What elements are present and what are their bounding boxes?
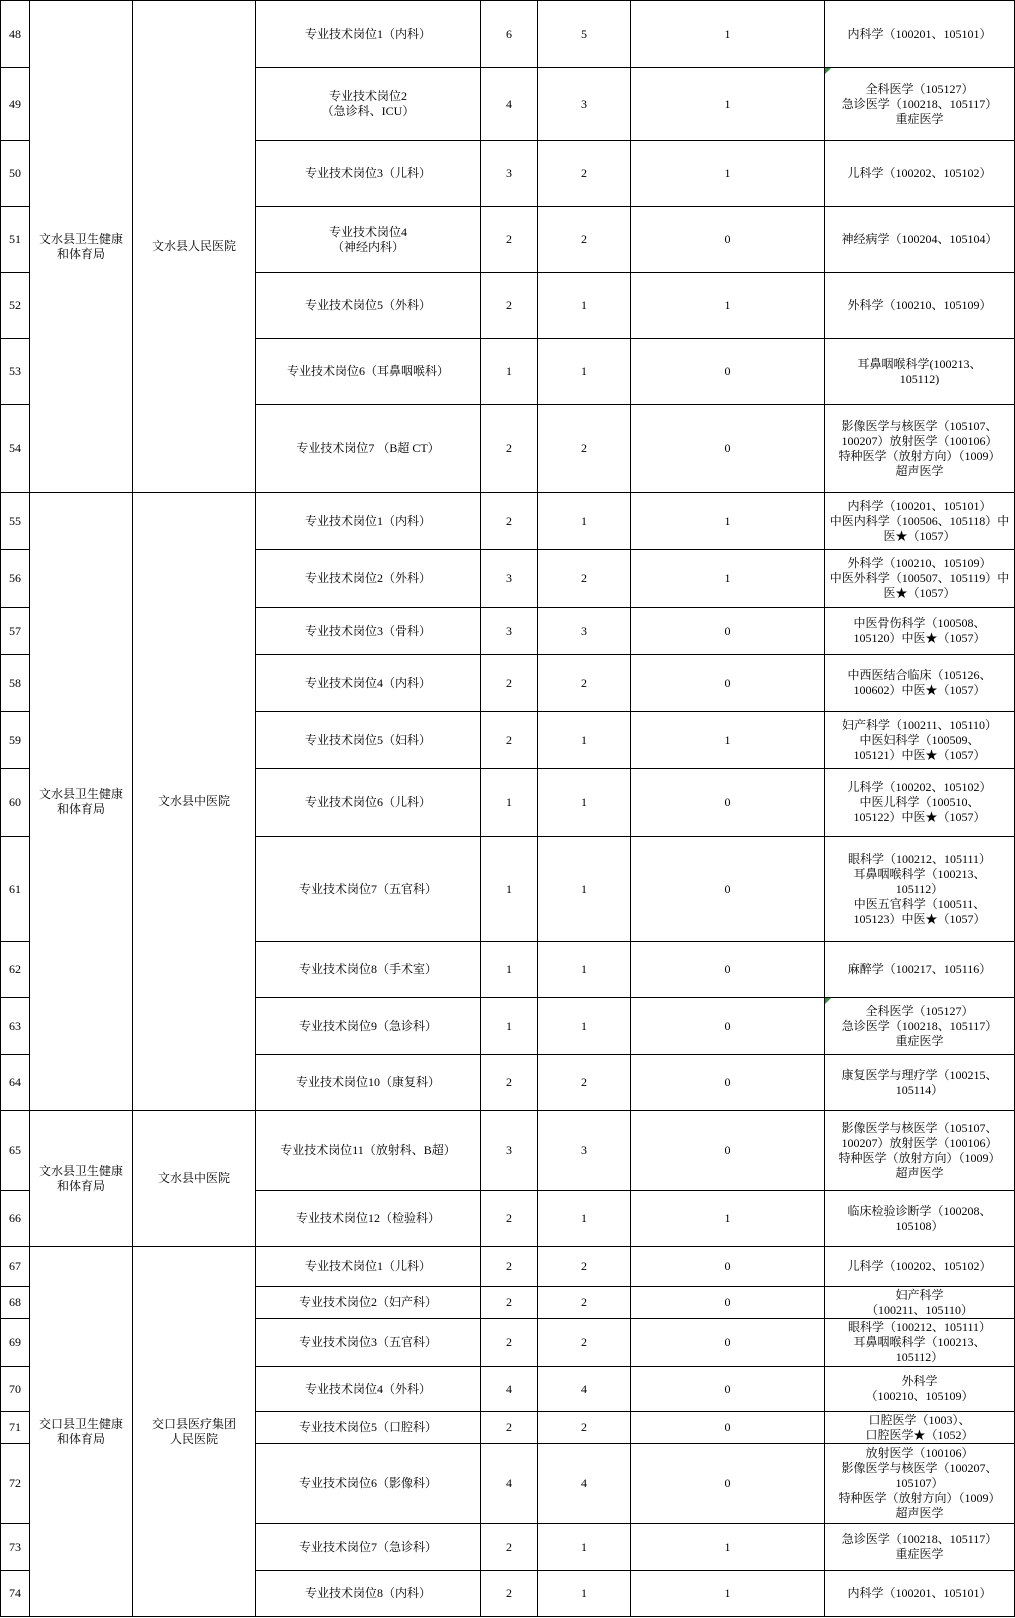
position-line: 专业技术岗位3（儿科）	[304, 166, 431, 180]
major-cell	[825, 998, 1015, 1055]
major-line: 麻醉学（100217、105116）	[847, 962, 992, 976]
number-cell-3: 1	[631, 141, 825, 207]
position-line: 专业技术岗位12（检验科）	[295, 1211, 440, 1225]
major-line: 105108）	[895, 1218, 944, 1233]
major-line: 特种医学（放射方向）（1009）	[838, 1491, 1001, 1505]
row-number-cell: 58	[1, 655, 30, 712]
number-cell-1: 1	[481, 837, 538, 942]
major-cell	[825, 1524, 1015, 1571]
number-cell-3: 1	[631, 1, 825, 68]
position-line: 专业技术岗位8（内科）	[304, 1586, 431, 1600]
major-line: 妇产科学（100211、105110）	[841, 717, 998, 732]
number-cell-2: 1	[538, 769, 631, 837]
table-row	[1, 1, 1015, 68]
number-cell-2: 4	[538, 1444, 631, 1524]
number-cell-1: 1	[481, 769, 538, 837]
position-line: 专业技术岗位10（康复科）	[295, 1075, 440, 1089]
major-cell	[825, 1571, 1015, 1617]
department-line: 文水县卫生健康	[38, 786, 123, 801]
position-cell	[256, 141, 481, 207]
row-number-cell: 56	[1, 550, 30, 608]
position-cell	[256, 1444, 481, 1524]
major-cell	[825, 1, 1015, 68]
number-cell-1: 1	[481, 942, 538, 998]
number-cell-2: 2	[538, 1412, 631, 1444]
number-cell-1: 2	[481, 1287, 538, 1319]
major-cell	[825, 608, 1015, 655]
major-line: 眼科学（100212、105111）	[847, 851, 992, 866]
major-line: 儿科学（100202、105102）	[847, 166, 992, 180]
table-row	[1, 493, 1015, 550]
number-cell-2: 5	[538, 1, 631, 68]
major-line: 中医内科学（100506、105118）中	[829, 513, 1010, 528]
position-line: 专业技术岗位7（急诊科）	[298, 1539, 437, 1554]
position-cell	[256, 550, 481, 608]
table-row	[1, 1247, 1015, 1287]
major-cell	[825, 712, 1015, 769]
number-cell-3: 1	[631, 1524, 825, 1571]
row-number-cell: 64	[1, 1055, 30, 1111]
number-cell-3: 1	[631, 1571, 825, 1617]
position-line: 专业技术岗位4（外科）	[304, 1381, 431, 1396]
row-number-cell: 68	[1, 1287, 30, 1319]
number-cell-1: 2	[481, 1571, 538, 1617]
position-cell	[256, 712, 481, 769]
row-number-cell: 71	[1, 1412, 30, 1444]
number-cell-2: 1	[538, 339, 631, 405]
number-cell-2: 2	[538, 1247, 631, 1287]
position-cell	[256, 769, 481, 837]
major-line: 100207）放射医学（100106）	[841, 1135, 998, 1150]
number-cell-2: 1	[538, 1524, 631, 1571]
major-line: 100207）放射医学（100106）	[841, 433, 998, 448]
position-cell	[256, 942, 481, 998]
number-cell-1: 2	[481, 1412, 538, 1444]
number-cell-3: 0	[631, 769, 825, 837]
number-cell-2: 2	[538, 207, 631, 273]
number-cell-1: 2	[481, 1055, 538, 1111]
major-cell	[825, 1319, 1015, 1367]
row-number-cell: 55	[1, 493, 30, 550]
number-cell-3: 0	[631, 1444, 825, 1524]
number-cell-2: 2	[538, 1055, 631, 1111]
department-cell	[30, 493, 133, 1111]
position-line: （神经内科）	[331, 239, 404, 254]
number-cell-1: 4	[481, 1367, 538, 1412]
position-line: 专业技术岗位3（五官科）	[298, 1335, 437, 1349]
major-line: （100211、105110）	[865, 1302, 974, 1317]
number-cell-1: 2	[481, 1319, 538, 1367]
major-cell	[825, 1111, 1015, 1191]
number-cell-1: 3	[481, 141, 538, 207]
position-cell	[256, 405, 481, 493]
major-line: 重症医学	[895, 111, 944, 126]
position-cell	[256, 655, 481, 712]
position-cell	[256, 1571, 481, 1617]
department-line: 和体育局	[56, 1178, 105, 1193]
major-line: 内科学（100201、105101）	[847, 1586, 992, 1600]
position-line: 专业技术岗位5（妇科）	[304, 732, 431, 747]
major-line: 中医五官科学（100511、	[853, 896, 986, 911]
position-cell	[256, 273, 481, 339]
position-line: 专业技术岗位6（影像科）	[298, 1476, 437, 1490]
number-cell-3: 0	[631, 339, 825, 405]
major-line: 中医儿科学（100510、	[859, 795, 980, 809]
row-number-cell: 62	[1, 942, 30, 998]
major-line: 105112）	[895, 881, 944, 896]
row-number-cell: 54	[1, 405, 30, 493]
position-cell	[256, 68, 481, 141]
number-cell-1: 1	[481, 339, 538, 405]
number-cell-3: 0	[631, 998, 825, 1055]
number-cell-1: 1	[481, 998, 538, 1055]
major-line: 105121）中医★（1057）	[853, 747, 986, 762]
major-cell	[825, 207, 1015, 273]
major-line: 105107）	[895, 1476, 944, 1490]
position-line: 专业技术岗位8（手术室）	[298, 962, 437, 976]
position-line: 专业技术岗位7 （B超 CT）	[296, 441, 440, 455]
number-cell-3: 0	[631, 405, 825, 493]
number-cell-2: 4	[538, 1367, 631, 1412]
number-cell-1: 2	[481, 1524, 538, 1571]
major-cell	[825, 1247, 1015, 1287]
position-cell	[256, 1055, 481, 1111]
number-cell-3: 0	[631, 1412, 825, 1444]
major-line: 超声医学	[895, 1165, 944, 1180]
number-cell-2: 2	[538, 655, 631, 712]
position-cell	[256, 339, 481, 405]
major-cell	[825, 493, 1015, 550]
position-line: 专业技术岗位6（儿科）	[304, 795, 431, 809]
major-line: 内科学（100201、105101）	[847, 498, 992, 513]
number-cell-3: 1	[631, 68, 825, 141]
position-line: 专业技术岗位4	[328, 224, 407, 239]
row-number-cell: 51	[1, 207, 30, 273]
row-number-cell: 61	[1, 837, 30, 942]
number-cell-3: 0	[631, 837, 825, 942]
major-line: 超声医学	[895, 1506, 944, 1520]
department-line: 文水县卫生健康	[38, 1163, 123, 1178]
major-line: 中医骨伤科学（100508、	[853, 616, 986, 630]
position-line: 专业技术岗位5（外科）	[304, 298, 431, 312]
major-line: 105112)	[899, 371, 940, 386]
major-line: 重症医学	[895, 1547, 944, 1561]
number-cell-1: 2	[481, 1247, 538, 1287]
department-cell	[30, 1111, 133, 1247]
row-number-cell: 48	[1, 1, 30, 68]
major-line: （100210、105109）	[865, 1389, 974, 1403]
major-cell	[825, 1055, 1015, 1111]
position-cell	[256, 1412, 481, 1444]
position-cell	[256, 1247, 481, 1287]
number-cell-2: 3	[538, 608, 631, 655]
major-line: 中医外科学（100507、105119）中	[829, 571, 1010, 585]
cell-indicator-icon	[825, 68, 831, 74]
hospital-line: 文水县中医院	[157, 794, 230, 808]
major-cell	[825, 837, 1015, 942]
row-number-cell: 73	[1, 1524, 30, 1571]
major-line: 特种医学（放射方向）（1009）	[838, 1150, 1001, 1165]
major-line: 全科医学（105127）	[865, 81, 974, 96]
number-cell-3: 0	[631, 942, 825, 998]
department-cell	[30, 1247, 133, 1617]
major-cell	[825, 1412, 1015, 1444]
major-cell	[825, 141, 1015, 207]
department-line: 和体育局	[56, 246, 105, 261]
number-cell-3: 0	[631, 1319, 825, 1367]
major-line: 外科学	[901, 1374, 938, 1388]
major-line: 医★（1057）	[883, 528, 956, 543]
position-cell	[256, 1524, 481, 1571]
number-cell-2: 1	[538, 1571, 631, 1617]
major-line: 外科学（100210、105109）	[847, 556, 992, 570]
major-line: 神经病学（100204、105104）	[841, 232, 998, 246]
number-cell-3: 1	[631, 550, 825, 608]
hospital-cell	[133, 1247, 256, 1617]
position-cell	[256, 1191, 481, 1247]
number-cell-2: 1	[538, 273, 631, 339]
major-line: 105114）	[895, 1082, 944, 1097]
number-cell-3: 0	[631, 1247, 825, 1287]
number-cell-1: 4	[481, 1444, 538, 1524]
number-cell-2: 1	[538, 998, 631, 1055]
major-cell	[825, 68, 1015, 141]
department-line: 和体育局	[56, 1431, 105, 1446]
number-cell-2: 2	[538, 141, 631, 207]
major-cell	[825, 339, 1015, 405]
number-cell-2: 3	[538, 1111, 631, 1191]
row-number-cell: 53	[1, 339, 30, 405]
major-line: 重症医学	[895, 1033, 944, 1048]
number-cell-3: 0	[631, 1287, 825, 1319]
position-cell	[256, 207, 481, 273]
number-cell-1: 6	[481, 1, 538, 68]
position-line: （急诊科、ICU）	[321, 104, 415, 118]
major-cell	[825, 550, 1015, 608]
number-cell-1: 2	[481, 493, 538, 550]
hospital-cell	[133, 493, 256, 1111]
row-number-cell: 70	[1, 1367, 30, 1412]
number-cell-2: 1	[538, 837, 631, 942]
number-cell-1: 2	[481, 273, 538, 339]
position-cell	[256, 998, 481, 1055]
major-cell	[825, 655, 1015, 712]
row-number-cell: 57	[1, 608, 30, 655]
number-cell-1: 2	[481, 655, 538, 712]
number-cell-2: 2	[538, 1287, 631, 1319]
number-cell-1: 3	[481, 608, 538, 655]
major-cell	[825, 769, 1015, 837]
number-cell-3: 0	[631, 1367, 825, 1412]
major-cell	[825, 1444, 1015, 1524]
major-line: 医★（1057）	[883, 586, 956, 600]
major-line: 105122）中医★（1057）	[853, 810, 986, 824]
major-line: 儿科学（100202、105102）	[847, 1259, 992, 1273]
major-cell	[825, 1367, 1015, 1412]
position-cell	[256, 608, 481, 655]
major-line: 儿科学（100202、105102）	[847, 780, 992, 794]
row-number-cell: 50	[1, 141, 30, 207]
number-cell-2: 2	[538, 1319, 631, 1367]
position-cell	[256, 1287, 481, 1319]
hospital-cell	[133, 1, 256, 493]
row-number-cell: 66	[1, 1191, 30, 1247]
position-line: 专业技术岗位2（妇产科）	[298, 1295, 437, 1309]
major-line: 急诊医学（100218、105117）	[841, 1018, 998, 1033]
position-cell	[256, 1111, 481, 1191]
row-number-cell: 67	[1, 1247, 30, 1287]
department-line: 文水县卫生健康	[38, 231, 123, 246]
position-line: 专业技术岗位9（急诊科）	[298, 1018, 437, 1033]
number-cell-3: 1	[631, 1191, 825, 1247]
row-number-cell: 59	[1, 712, 30, 769]
hospital-line: 交口县医疗集团	[151, 1416, 236, 1431]
major-line: 临床检验诊断学（100208、	[847, 1203, 992, 1218]
department-line: 交口县卫生健康	[38, 1416, 123, 1431]
row-number-cell: 60	[1, 769, 30, 837]
number-cell-1: 4	[481, 68, 538, 141]
hospital-line: 文水县中医院	[157, 1171, 230, 1185]
major-line: 放射医学（100106）	[865, 1446, 974, 1460]
table-body	[1, 1, 1015, 1617]
position-cell	[256, 1319, 481, 1367]
row-number-cell: 74	[1, 1571, 30, 1617]
position-cell	[256, 1367, 481, 1412]
row-number-cell: 52	[1, 273, 30, 339]
number-cell-2: 1	[538, 712, 631, 769]
number-cell-1: 3	[481, 1111, 538, 1191]
position-line: 专业技术岗位2（外科）	[304, 571, 431, 585]
number-cell-3: 0	[631, 207, 825, 273]
major-line: 超声医学	[895, 463, 944, 478]
number-cell-3: 0	[631, 1055, 825, 1111]
department-line: 和体育局	[56, 801, 105, 816]
row-number-cell: 69	[1, 1319, 30, 1367]
position-line: 专业技术岗位1（儿科）	[304, 1259, 431, 1273]
number-cell-2: 1	[538, 493, 631, 550]
major-line: 内科学（100201、105101）	[847, 26, 992, 41]
department-cell	[30, 1, 133, 493]
row-number-cell: 49	[1, 68, 30, 141]
major-line: 100602）中医★（1057）	[853, 683, 986, 697]
position-cell	[256, 1, 481, 68]
major-cell	[825, 1287, 1015, 1319]
major-cell	[825, 273, 1015, 339]
major-line: 口腔医学（1003）、	[868, 1412, 971, 1427]
position-line: 专业技术岗位1（内科）	[304, 513, 431, 528]
number-cell-2: 1	[538, 1191, 631, 1247]
major-line: 特种医学（放射方向）（1009）	[838, 448, 1001, 463]
position-line: 专业技术岗位2	[328, 89, 407, 103]
number-cell-3: 0	[631, 1111, 825, 1191]
major-line: 105112）	[895, 1350, 944, 1364]
number-cell-2: 2	[538, 405, 631, 493]
number-cell-2: 3	[538, 68, 631, 141]
position-line: 专业技术岗位5（口腔科）	[298, 1420, 437, 1434]
number-cell-3: 0	[631, 608, 825, 655]
position-line: 专业技术岗位3（骨科）	[304, 623, 431, 638]
number-cell-1: 2	[481, 207, 538, 273]
major-cell	[825, 942, 1015, 998]
major-line: 妇产科学	[895, 1287, 944, 1302]
major-line: 外科学（100210、105109）	[847, 298, 992, 312]
major-line: 急诊医学（100218、105117）	[841, 1532, 998, 1546]
number-cell-2: 2	[538, 550, 631, 608]
number-cell-2: 1	[538, 942, 631, 998]
position-line: 专业技术岗位4（内科）	[304, 675, 431, 690]
major-line: 耳鼻咽喉科学（100213、	[853, 866, 986, 881]
major-cell	[825, 405, 1015, 493]
major-line: 眼科学（100212、105111）	[847, 1320, 992, 1334]
table-row	[1, 1111, 1015, 1191]
number-cell-3: 1	[631, 493, 825, 550]
number-cell-1: 3	[481, 550, 538, 608]
major-line: 中医妇科学（100509、	[859, 732, 980, 747]
number-cell-3: 1	[631, 712, 825, 769]
position-line: 专业技术岗位6（耳鼻咽喉科）	[286, 364, 449, 378]
position-cell	[256, 837, 481, 942]
row-number-cell: 72	[1, 1444, 30, 1524]
number-cell-1: 2	[481, 405, 538, 493]
major-line: 口腔医学★（1052）	[865, 1427, 974, 1442]
hospital-line: 人民医院	[169, 1431, 218, 1446]
number-cell-1: 2	[481, 712, 538, 769]
major-line: 急诊医学（100218、105117）	[841, 96, 998, 111]
position-line: 专业技术岗位7（五官科）	[298, 881, 437, 896]
major-line: 中西医结合临床（105126、	[847, 668, 992, 682]
major-line: 全科医学（105127）	[865, 1003, 974, 1018]
major-cell	[825, 1191, 1015, 1247]
number-cell-1: 2	[481, 1191, 538, 1247]
major-line: 耳鼻咽喉科学（100213、	[853, 1335, 986, 1349]
hospital-cell	[133, 1111, 256, 1247]
major-line: 影像医学与核医学（100207、	[841, 1461, 998, 1475]
major-line: 105120）中医★（1057）	[853, 631, 986, 645]
major-line: 影像医学与核医学（105107、	[841, 1120, 998, 1135]
row-number-cell: 65	[1, 1111, 30, 1191]
cell-indicator-icon	[825, 998, 831, 1004]
major-line: 105123）中医★（1057）	[853, 911, 986, 926]
number-cell-3: 1	[631, 273, 825, 339]
major-line: 康复医学与理疗学（100215、	[841, 1067, 998, 1082]
hospital-line: 文水县人民医院	[151, 239, 236, 253]
position-line: 专业技术岗位1（内科）	[304, 26, 431, 41]
position-line: 专业技术岗位11（放射科、B超）	[280, 1143, 456, 1157]
major-line: 耳鼻咽喉科学(100213、	[857, 356, 982, 371]
row-number-cell: 63	[1, 998, 30, 1055]
position-cell	[256, 493, 481, 550]
major-line: 影像医学与核医学（105107、	[841, 418, 998, 433]
number-cell-3: 0	[631, 655, 825, 712]
